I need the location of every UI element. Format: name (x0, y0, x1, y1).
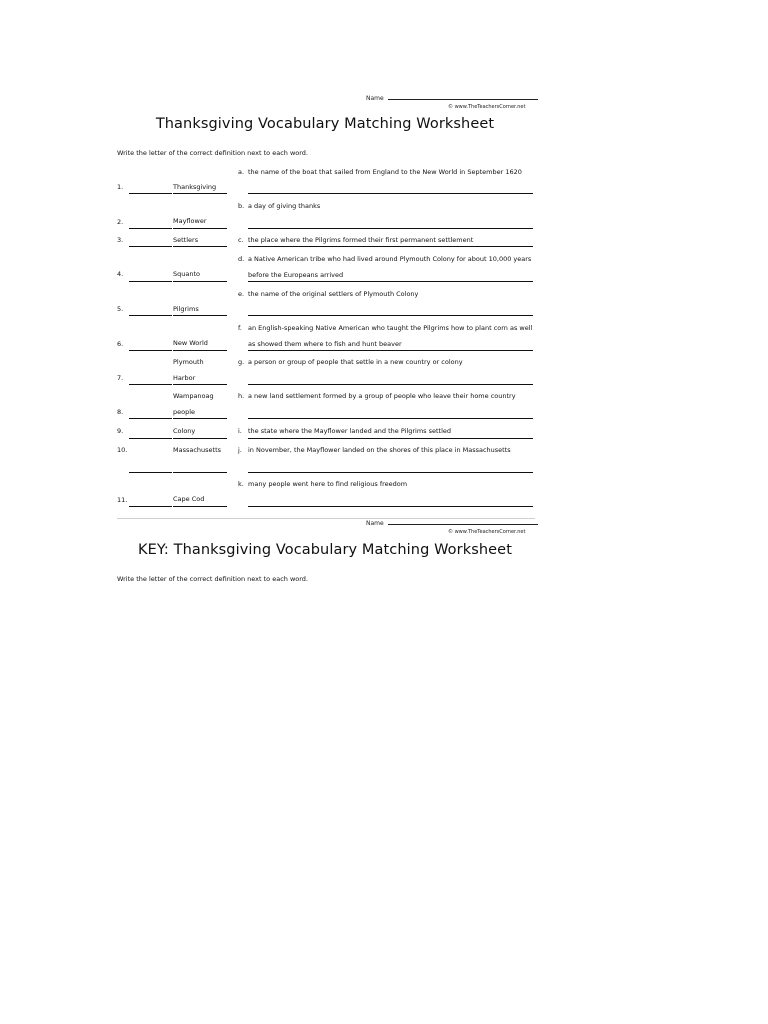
answer-blank[interactable] (129, 506, 172, 507)
definition-text: the name of the boat that sailed from England to the New World in September 1620 (248, 168, 522, 176)
name-blank (388, 99, 538, 100)
word-underline (173, 315, 227, 316)
word-underline (173, 438, 227, 439)
word-underline (173, 281, 227, 282)
definition-underline (248, 281, 533, 282)
definition-letter: e. (238, 290, 245, 298)
item-number: 8. (117, 408, 124, 416)
item-number: 11. (117, 496, 128, 504)
definition-letter: a. (238, 168, 245, 176)
definition-text: a new land settlement formed by a group of people who leave their home country (248, 392, 516, 400)
answer-blank[interactable] (129, 315, 172, 316)
definition-text: a day of giving thanks (248, 202, 321, 210)
instructions-text: Write the letter of the correct definition next to each word. (117, 149, 308, 157)
key-page-title: KEY: Thanksgiving Vocabulary Matching Worksheet (138, 542, 512, 558)
word-underline (173, 506, 227, 507)
word-underline (173, 472, 227, 473)
answer-blank[interactable] (129, 228, 172, 229)
vocab-word: Colony (173, 427, 196, 435)
definition-text: an English-speaking Native American who taught the Pilgrims how to plant corn as well as showed them where to fish and hunt beaver (248, 324, 533, 348)
item-number: 9. (117, 427, 124, 435)
page-divider (117, 518, 535, 519)
answer-blank[interactable] (129, 384, 172, 385)
answer-blank[interactable] (129, 438, 172, 439)
definition-text: in November, the Mayflower landed on the shores of this place in Massachusetts (248, 446, 511, 454)
word-underline (173, 418, 227, 419)
definition-underline (248, 193, 533, 194)
page-title: Thanksgiving Vocabulary Matching Worksheet (155, 116, 495, 132)
copyright-text: © www.TheTeachersCorner.net (448, 104, 526, 110)
answer-blank[interactable] (129, 246, 172, 247)
item-number: 10. (117, 446, 128, 454)
answer-blank[interactable] (129, 350, 172, 351)
definition-letter: d. (238, 255, 245, 263)
key-instructions-text: Write the letter of the correct definition next to each word. (117, 575, 308, 583)
vocab-word: Mayflower (173, 217, 207, 225)
definition-letter: g. (238, 358, 245, 366)
definition-underline (248, 315, 533, 316)
definition-underline (248, 472, 533, 473)
definition-underline (248, 350, 533, 351)
vocab-word: Wampanoag people (173, 392, 214, 416)
answer-blank[interactable] (129, 281, 172, 282)
item-number: 4. (117, 270, 124, 278)
definition-text: a Native American tribe who had lived around Plymouth Colony for about 10,000 years before the Europeans arrived (248, 255, 532, 279)
item-number: 7. (117, 374, 124, 382)
item-number: 5. (117, 305, 124, 313)
answer-blank[interactable] (129, 193, 172, 194)
word-underline (173, 350, 227, 351)
item-number: 1. (117, 183, 124, 191)
definition-letter: k. (238, 480, 244, 488)
vocab-word: New World (173, 339, 208, 347)
definition-letter: b. (238, 202, 245, 210)
definition-text: the name of the original settlers of Plymouth Colony (248, 290, 419, 298)
definition-underline (248, 384, 533, 385)
definition-underline (248, 418, 533, 419)
definition-letter: f. (238, 324, 242, 332)
definition-underline (248, 506, 533, 507)
key-name-label: Name (366, 520, 384, 527)
definition-underline (248, 246, 533, 247)
definition-text: the state where the Mayflower landed and the Pilgrims settled (248, 427, 452, 435)
definition-text: many people went here to find religious freedom (248, 480, 408, 488)
vocab-word: Cape Cod (173, 495, 205, 503)
definition-letter: j. (238, 446, 242, 454)
key-name-blank (388, 524, 538, 525)
definition-underline (248, 438, 533, 439)
name-field (366, 95, 538, 102)
word-underline (173, 384, 227, 385)
answer-blank[interactable] (129, 418, 172, 419)
vocab-word: Settlers (173, 236, 199, 244)
item-number: 3. (117, 236, 124, 244)
vocab-word: Plymouth Harbor (173, 358, 204, 382)
definition-text: a person or group of people that settle in a new country or colony (248, 358, 463, 366)
definition-text: the place where the Pilgrims formed their first permanent settlement (248, 236, 474, 244)
vocab-word: Thanksgiving (173, 183, 217, 191)
name-label: Name (366, 95, 384, 102)
vocab-word: Massachusetts (173, 446, 222, 454)
item-number: 2. (117, 218, 124, 226)
definition-letter: c. (238, 236, 244, 244)
item-number: 6. (117, 340, 124, 348)
answer-blank[interactable] (129, 472, 172, 473)
definition-letter: h. (238, 392, 245, 400)
word-underline (173, 228, 227, 229)
vocab-word: Pilgrims (173, 305, 199, 313)
word-underline (173, 246, 227, 247)
key-copyright-text: © www.TheTeachersCorner.net (448, 529, 526, 535)
definition-letter: i. (238, 427, 242, 435)
definition-underline (248, 228, 533, 229)
vocab-word: Squanto (173, 270, 200, 278)
word-underline (173, 193, 227, 194)
key-name-field (366, 520, 538, 527)
